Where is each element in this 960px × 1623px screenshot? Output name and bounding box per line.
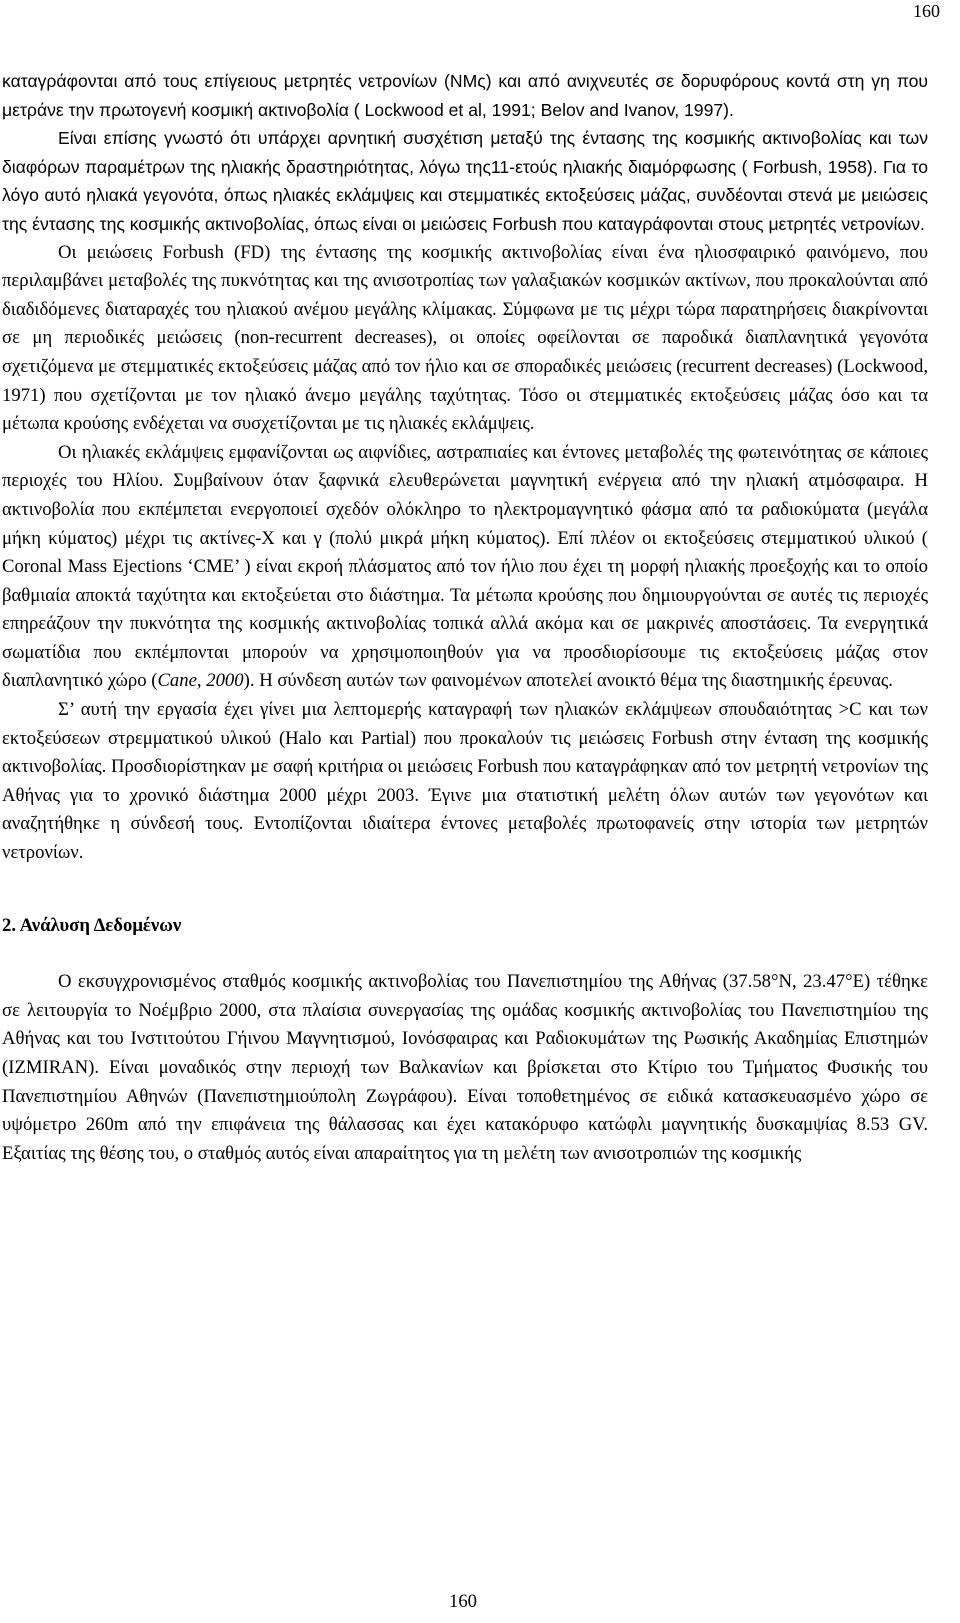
citation-cane-2000: Cane, 2000 (157, 670, 244, 692)
paragraph-forbush-decreases: Οι μειώσεις Forbush (FD) της έντασης της κοσμικής ακτινοβολίας είναι ένα ηλιοσφαιρικό φαινόμενο, που περιλαμβάνει μεταβολές της πυκνότητας και της ανισοτροπίας των γαλαξιακών κοσμικών ακτίνων, που προκαλούνται από διαδιδόμενες διαταραχές του ηλιακού ανέμου μεγάλης κλίμακας. Σύμφωνα με τις μέχρι τώρα παρατηρήσεις διακρίνονται σε μη περιοδικές μειώσεις (non-recurrent decreases), οι οποίες οφείλονται σε παροδικά διαπλανητικά γεγονότα σχετιζόμενα με στεμματικές εκτοξεύσεις μάζας από τον ήλιο και σε σποραδικές μειώσεις (recurrent decreases) (Lockwood, 1971) που σχετίζονται με τον ηλιακό άνεμο μεγάλης ταχύτητας. Τόσο οι στεμματικές εκτοξεύσεις μάζας όσο και τα μέτωπα κρούσης ενδέχεται να συσχετίζονται με τις ηλιακές εκλάμψεις. (2, 241, 928, 435)
paragraph-detectors: καταγράφονται από τους επίγειους μετρητές νετρονίων (NMς) και από ανιχνευτές σε δορυφόρους κοντά στη γη που μετράνε την πρωτογενή κοσμική ακτινοβολία ( Lockwood et al, 1991; Belov and Ivanov, 1997). (2, 71, 928, 120)
paragraph-negative-correlation: Είναι επίσης γνωστό ότι υπάρχει αρνητική συσχέτιση μεταξύ της έντασης της κοσμικής ακτινοβολίας και των διαφόρων παραμέτρων της ηλιακής δραστηριότητας, λόγω της11-ετούς ηλιακής διαμόρφωσης ( Forbush, 1958). Για το λόγο αυτό ηλιακά γεγονότα, όπως ηλιακές εκλάμψεις και στεμματικές εκτοξεύσεις μάζας, συνδέονται στενά με μειώσεις της έντασης της κοσμικής ακτινοβολίας, όπως είναι οι μειώσεις Forbush που καταγράφονται στους μετρητές νετρονίων. (2, 128, 928, 234)
paragraph-athens-station: Ο εκσυγχρονισμένος σταθμός κοσμικής ακτινοβολίας του Πανεπιστημίου της Αθήνας (37.58°N, 23.47°E) τέθηκε σε λειτουργία το Νοέμβριο 2000, στα πλαίσια συνεργασίας της ομάδας κοσμικής ακτινοβολίας του Πανεπιστημίου της Αθήνας και του Ινστιτούτου Γήινου Μαγνητισμού, Ιονόσφαιρας και Ραδιοκυμάτων της Ρωσικής Ακαδημίας Επιστημών (IZMIRAN). Είναι μοναδικός στην περιοχή των Βαλκανίων και βρίσκεται στο Κτίριο του Τμήματος Φυσικής του Πανεπιστημίου Αθηνών (Πανεπιστημιούπολη Ζωγράφου). Είναι τοποθετημένος σε ειδικά κατασκευασμένο χώρο σε υψόμετρο 260m από την επιφάνεια της θάλασσας και έχει κατακόρυφο κατώφλι μαγνητικής δυσκαμψίας 8.53 GV. Εξαιτίας της θέσης του, ο σταθμός αυτός είναι απαραίτητος για τη μελέτη των ανισοτροπιών της κοσμικής (2, 971, 928, 1164)
header-page-number: 160 (913, 1, 940, 21)
solar-flares-text: Οι ηλιακές εκλάμψεις εμφανίζονται ως αιφνίδιες, αστραπιαίες και έντονες μεταβολές της φωτεινότητας σε κάποιες περιοχές του Ηλίου. Συμβαίνουν όταν ξαφνικά ελευθερώνεται μαγνητική ενέργεια από την ηλιακή ατμόσφαιρα. Η ακτινοβολία που εκπέμπεται ενεργοποιεί σχεδόν ολόκληρο το ηλεκτρομαγνητικό φάσμα από τα ραδιοκύματα (μεγάλα μήκη κύματος) μέχρι τις ακτίνες-Χ και γ (πολύ μικρά μήκη κύματος). Επί πλέον οι εκτοξεύσεις στεμματικού υλικού ( Coronal Mass Ejections ‘CME’ ) είναι εκροή πλάσματος από τον ήλιο που έχει τη μορφή ηλιακής προεξοχής και το οποίο βαθμιαία αποκτά ταχύτητα και εκτοξεύεται στο διάστημα. Τα μέτωπα κρούσης που δημιουργούνται σε αυτές τις περιοχές επηρεάζουν την πυκνότητα της κοσμικής ακτινοβολίας τοπικά αλλά ακόμα και σε μακρινές αποστάσεις. Τα ενεργητικά σωματίδια που εκπέμπονται μπορούν να χρησιμοποιηθούν για να προσδιορίσουμε τις εκτοξεύσεις μάζας στον διαπλανητικό χώρο ( (2, 441, 928, 692)
section-title-data-analysis: 2. Ανάλυση Δεδομένων (2, 914, 182, 936)
solar-flares-text-end: ). Η σύνδεση αυτών των φαινομένων αποτελεί ανοικτό θέμα της διαστημικής έρευνας. (243, 670, 893, 692)
footer-page-number: 160 (448, 1591, 478, 1612)
document-body (2, 67, 928, 1168)
paragraph-this-work: Σ’ αυτή την εργασία έχει γίνει μια λεπτομερής καταγραφή των ηλιακών εκλάμψεων σπουδαιότητας >C και των εκτοξεύσεων στρεμματικού υλικού (Halo και Partial) που προκαλούν τις μειώσεις Forbush στην ένταση της κοσμικής ακτινοβολίας. Προσδιορίστηκαν με σαφή κριτήρια οι μειώσεις Forbush που καταγράφηκαν από τον μετρητή νετρονίων της Αθήνας για το χρονικό διάστημα 2000 μέχρι 2003. Έγινε μια στατιστική μελέτη όλων αυτών των γεγονότων και αναζητήθηκε η σύνδεσή τους. Εντοπίζονται ιδιαίτερα έντονες μεταβολές πρωτοφανείς στην ιστορία των μετρητών νετρονίων. (2, 699, 928, 864)
paragraph-solar-flares (2, 439, 928, 696)
